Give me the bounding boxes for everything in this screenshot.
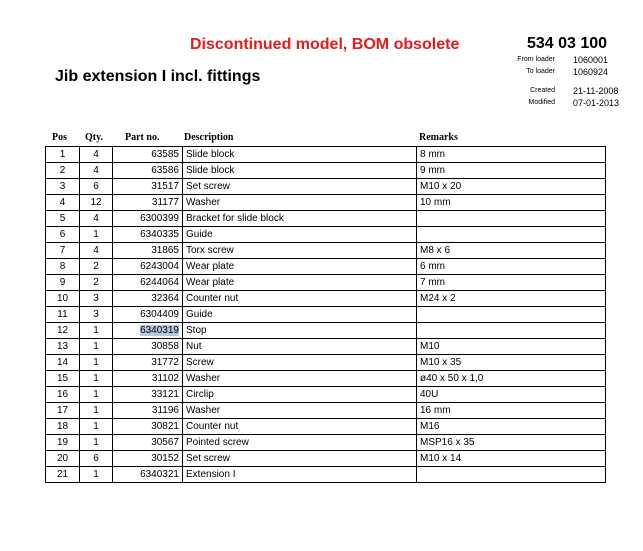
description-cell (183, 195, 417, 211)
column-pos: Pos (52, 132, 67, 143)
remarks-cell (417, 259, 606, 275)
qty-cell-text: 1 (93, 405, 99, 416)
page-title: Jib extension I incl. fittings (55, 68, 261, 85)
description-cell (183, 387, 417, 403)
description-cell (183, 307, 417, 323)
description-cell-text: Circlip (186, 389, 214, 400)
description-cell (183, 275, 417, 291)
part-number-cell-text[interactable]: 6300399 (140, 213, 179, 224)
qty-cell (80, 307, 113, 323)
qty-cell-text: 3 (93, 293, 99, 304)
modified-value: 07-01-2013 (573, 98, 620, 108)
qty-cell-text: 1 (93, 341, 99, 352)
part-number-cell-text[interactable]: 6243004 (140, 261, 179, 272)
pos-cell (46, 355, 80, 371)
pos-cell (46, 275, 80, 291)
obsolete-notice: Discontinued model, BOM obsolete (190, 36, 460, 53)
remarks-cell-text: 8 mm (420, 149, 445, 160)
qty-cell (80, 147, 113, 163)
table-row[interactable] (46, 211, 606, 227)
part-number-cell (113, 403, 183, 419)
description-cell-text: Bracket for slide block (186, 213, 284, 224)
pos-cell-text: 18 (56, 421, 69, 432)
created-row (480, 86, 619, 98)
part-number-cell-text[interactable]: 30821 (151, 421, 179, 432)
remarks-cell (417, 179, 606, 195)
modified-row (480, 98, 620, 110)
description-cell-text: Washer (186, 373, 221, 384)
pos-cell-text: 7 (59, 245, 66, 256)
table-header (45, 132, 605, 146)
table-row[interactable] (46, 227, 606, 243)
pos-cell (46, 195, 80, 211)
description-cell (183, 179, 417, 195)
description-cell-text: Torx screw (186, 245, 234, 256)
remarks-cell-text: M10 x 14 (420, 453, 462, 464)
remarks-cell (417, 355, 606, 371)
description-cell (183, 339, 417, 355)
qty-cell-text: 1 (93, 389, 99, 400)
remarks-cell (417, 291, 606, 307)
qty-cell (80, 355, 113, 371)
part-number-cell (113, 179, 183, 195)
pos-cell-text: 19 (56, 437, 69, 448)
qty-cell-text: 4 (93, 149, 99, 160)
remarks-cell (417, 467, 606, 483)
remarks-cell (417, 323, 606, 339)
document-meta (480, 55, 620, 110)
qty-cell-text: 1 (93, 437, 99, 448)
qty-cell (80, 243, 113, 259)
qty-cell-text: 6 (93, 453, 99, 464)
part-number-cell-text[interactable]: 6340319 (140, 325, 179, 336)
remarks-cell (417, 147, 606, 163)
table-row[interactable] (46, 387, 606, 403)
table-row[interactable] (46, 291, 606, 307)
pos-cell-text: 15 (56, 373, 69, 384)
description-cell-text: Set screw (186, 181, 230, 192)
part-number-cell (113, 419, 183, 435)
remarks-cell-text: 10 mm (420, 197, 451, 208)
bom-table (45, 146, 606, 483)
pos-cell-text: 8 (59, 261, 66, 272)
description-cell (183, 163, 417, 179)
description-cell (183, 451, 417, 467)
pos-cell-text: 20 (56, 453, 69, 464)
description-cell-text: Washer (186, 197, 221, 208)
pos-cell (46, 403, 80, 419)
remarks-cell-text: 40U (420, 389, 439, 400)
table-row[interactable] (46, 419, 606, 435)
column-part-no: Part no. (125, 132, 160, 143)
created-value: 21-11-2008 (573, 86, 619, 96)
part-number-cell (113, 467, 183, 483)
part-number-cell-text[interactable]: 32364 (151, 293, 179, 304)
qty-cell-text: 1 (93, 325, 99, 336)
part-number-cell-text[interactable]: 63586 (151, 165, 179, 176)
qty-cell (80, 323, 113, 339)
pos-cell (46, 259, 80, 275)
qty-cell-text: 1 (93, 421, 99, 432)
remarks-cell-text: MSP16 x 35 (420, 437, 475, 448)
qty-cell-text: 3 (93, 309, 99, 320)
from-loader-value: 1060001 (573, 55, 609, 65)
description-cell-text: Set screw (186, 453, 230, 464)
table-row[interactable] (46, 179, 606, 195)
part-number-cell-text[interactable]: 6304409 (140, 309, 179, 320)
part-number-cell-text[interactable]: 31517 (151, 181, 179, 192)
description-cell (183, 243, 417, 259)
pos-cell (46, 323, 80, 339)
qty-cell (80, 435, 113, 451)
part-number-cell (113, 259, 183, 275)
table-row[interactable] (46, 307, 606, 323)
description-cell-text: Extension I (186, 469, 236, 480)
description-cell-text: Screw (186, 357, 214, 368)
description-cell-text: Wear plate (186, 277, 235, 288)
qty-cell (80, 259, 113, 275)
qty-cell (80, 163, 113, 179)
pos-cell (46, 227, 80, 243)
part-number-cell-text[interactable]: 31196 (151, 405, 179, 416)
pos-cell-text: 5 (59, 213, 66, 224)
remarks-cell-text: M10 x 20 (420, 181, 462, 192)
part-number-cell-text[interactable]: 33121 (151, 389, 179, 400)
description-cell-text: Slide block (186, 149, 235, 160)
pos-cell-text: 3 (59, 181, 66, 192)
remarks-cell-text: M16 (420, 421, 440, 432)
pos-cell-text: 6 (59, 229, 66, 240)
pos-cell (46, 435, 80, 451)
qty-cell (80, 467, 113, 483)
table-row[interactable] (46, 403, 606, 419)
table-row[interactable] (46, 323, 606, 339)
remarks-cell-text: M10 x 35 (420, 357, 462, 368)
pos-cell (46, 291, 80, 307)
pos-cell (46, 371, 80, 387)
part-number-cell (113, 451, 183, 467)
description-cell (183, 211, 417, 227)
pos-cell (46, 243, 80, 259)
qty-cell (80, 211, 113, 227)
qty-cell (80, 227, 113, 243)
part-number-cell-text[interactable]: 6340321 (140, 469, 179, 480)
qty-cell-text: 1 (93, 357, 99, 368)
remarks-cell (417, 243, 606, 259)
qty-cell-text: 4 (93, 165, 99, 176)
pos-cell-text: 1 (59, 149, 66, 160)
pos-cell-text: 17 (56, 405, 69, 416)
to-loader-value: 1060924 (573, 67, 609, 77)
pos-cell-text: 16 (56, 389, 69, 400)
remarks-cell (417, 435, 606, 451)
remarks-cell (417, 451, 606, 467)
from-loader-label: From loader (517, 56, 555, 63)
pos-cell (46, 147, 80, 163)
part-number-cell-text[interactable]: 63585 (151, 149, 179, 160)
column-description: Description (184, 132, 234, 143)
modified-label: Modified (528, 99, 555, 106)
qty-cell (80, 451, 113, 467)
table-row[interactable] (46, 259, 606, 275)
table-row[interactable] (46, 243, 606, 259)
part-number-cell (113, 243, 183, 259)
pos-cell-text: 14 (56, 357, 69, 368)
qty-cell-text: 6 (93, 181, 99, 192)
qty-cell (80, 179, 113, 195)
qty-cell (80, 387, 113, 403)
remarks-cell-text: 9 mm (420, 165, 445, 176)
description-cell-text: Nut (186, 341, 202, 352)
part-number-cell-text[interactable]: 31772 (151, 357, 179, 368)
to-loader-label: To loader (526, 68, 555, 75)
remarks-cell-text: M10 (420, 341, 440, 352)
pos-cell (46, 419, 80, 435)
part-number-cell (113, 275, 183, 291)
pos-cell (46, 467, 80, 483)
table-row[interactable] (46, 163, 606, 179)
pos-cell (46, 163, 80, 179)
pos-cell-text: 10 (56, 293, 69, 304)
qty-cell-text: 4 (93, 245, 99, 256)
part-number-cell (113, 147, 183, 163)
pos-cell-text: 21 (56, 469, 69, 480)
qty-cell (80, 371, 113, 387)
remarks-cell-text: ø40 x 50 x 1,0 (420, 373, 484, 384)
remarks-cell (417, 339, 606, 355)
table-row[interactable] (46, 147, 606, 163)
part-number-cell (113, 323, 183, 339)
part-number-cell-text[interactable]: 30567 (151, 437, 179, 448)
part-number-cell-text[interactable]: 31102 (151, 373, 179, 384)
description-cell (183, 419, 417, 435)
part-number-cell-text[interactable]: 6244064 (140, 277, 179, 288)
part-number-cell (113, 435, 183, 451)
remarks-cell (417, 371, 606, 387)
column-qty: Qty. (85, 132, 104, 143)
pos-cell-text: 9 (59, 277, 66, 288)
qty-cell-text: 4 (93, 213, 99, 224)
description-cell-text: Stop (186, 325, 207, 336)
description-cell (183, 435, 417, 451)
description-cell (183, 227, 417, 243)
description-cell-text: Wear plate (186, 261, 235, 272)
description-cell (183, 371, 417, 387)
remarks-cell-text: M24 x 2 (420, 293, 456, 304)
part-number-cell (113, 227, 183, 243)
table-row[interactable] (46, 371, 606, 387)
qty-cell (80, 339, 113, 355)
table-row[interactable] (46, 339, 606, 355)
remarks-cell (417, 387, 606, 403)
remarks-cell (417, 275, 606, 291)
pos-cell-text: 2 (59, 165, 66, 176)
pos-cell (46, 179, 80, 195)
pos-cell (46, 307, 80, 323)
table-row[interactable] (46, 275, 606, 291)
table-row[interactable] (46, 355, 606, 371)
description-cell-text: Counter nut (186, 293, 239, 304)
remarks-cell (417, 419, 606, 435)
part-number-cell (113, 339, 183, 355)
qty-cell-text: 2 (93, 277, 99, 288)
part-number-cell-text[interactable]: 6340335 (140, 229, 179, 240)
pos-cell-text: 13 (56, 341, 69, 352)
column-remarks: Remarks (419, 132, 458, 143)
remarks-cell (417, 227, 606, 243)
description-cell (183, 403, 417, 419)
part-number-cell (113, 387, 183, 403)
pos-cell (46, 339, 80, 355)
pos-cell-text: 12 (56, 325, 69, 336)
description-cell-text: Pointed screw (186, 437, 249, 448)
table-row[interactable] (46, 467, 606, 483)
remarks-cell (417, 403, 606, 419)
pos-cell-text: 4 (59, 197, 66, 208)
qty-cell (80, 419, 113, 435)
qty-cell-text: 1 (93, 469, 99, 480)
remarks-cell-text: 6 mm (420, 261, 445, 272)
remarks-cell-text: 7 mm (420, 277, 445, 288)
remarks-cell-text: M8 x 6 (420, 245, 451, 256)
description-cell-text: Guide (186, 229, 213, 240)
qty-cell-text: 2 (93, 261, 99, 272)
part-number-cell (113, 371, 183, 387)
remarks-cell (417, 211, 606, 227)
part-number-cell (113, 163, 183, 179)
table-row[interactable] (46, 195, 606, 211)
pos-cell (46, 451, 80, 467)
pos-cell (46, 387, 80, 403)
description-cell (183, 323, 417, 339)
description-cell-text: Guide (186, 309, 213, 320)
part-number-cell (113, 355, 183, 371)
remarks-cell (417, 195, 606, 211)
part-number-cell-text[interactable]: 31865 (151, 245, 179, 256)
part-number-cell-text[interactable]: 31177 (151, 197, 179, 208)
part-number-cell-text[interactable]: 30152 (151, 453, 179, 464)
description-cell (183, 291, 417, 307)
description-cell-text: Slide block (186, 165, 235, 176)
description-cell (183, 259, 417, 275)
from-loader-row (480, 55, 615, 67)
remarks-cell (417, 307, 606, 323)
table-row[interactable] (46, 435, 606, 451)
table-row[interactable] (46, 451, 606, 467)
pos-cell (46, 211, 80, 227)
description-cell (183, 467, 417, 483)
remarks-cell-text: 16 mm (420, 405, 451, 416)
qty-cell (80, 195, 113, 211)
qty-cell (80, 403, 113, 419)
description-cell-text: Counter nut (186, 421, 239, 432)
qty-cell-text: 1 (93, 373, 99, 384)
qty-cell (80, 291, 113, 307)
description-cell-text: Washer (186, 405, 221, 416)
part-number-cell (113, 211, 183, 227)
qty-cell-text: 12 (90, 197, 102, 208)
part-number-cell (113, 291, 183, 307)
part-number-cell (113, 195, 183, 211)
qty-cell-text: 1 (93, 229, 99, 240)
pos-cell-text: 11 (57, 309, 68, 320)
part-number-cell-text[interactable]: 30858 (151, 341, 179, 352)
qty-cell (80, 275, 113, 291)
remarks-cell (417, 163, 606, 179)
part-number-cell (113, 307, 183, 323)
created-label: Created (530, 87, 555, 94)
description-cell (183, 355, 417, 371)
description-cell (183, 147, 417, 163)
to-loader-row (480, 67, 615, 79)
bom-table-body (46, 147, 606, 483)
part-number: 534 03 100 (527, 35, 608, 52)
